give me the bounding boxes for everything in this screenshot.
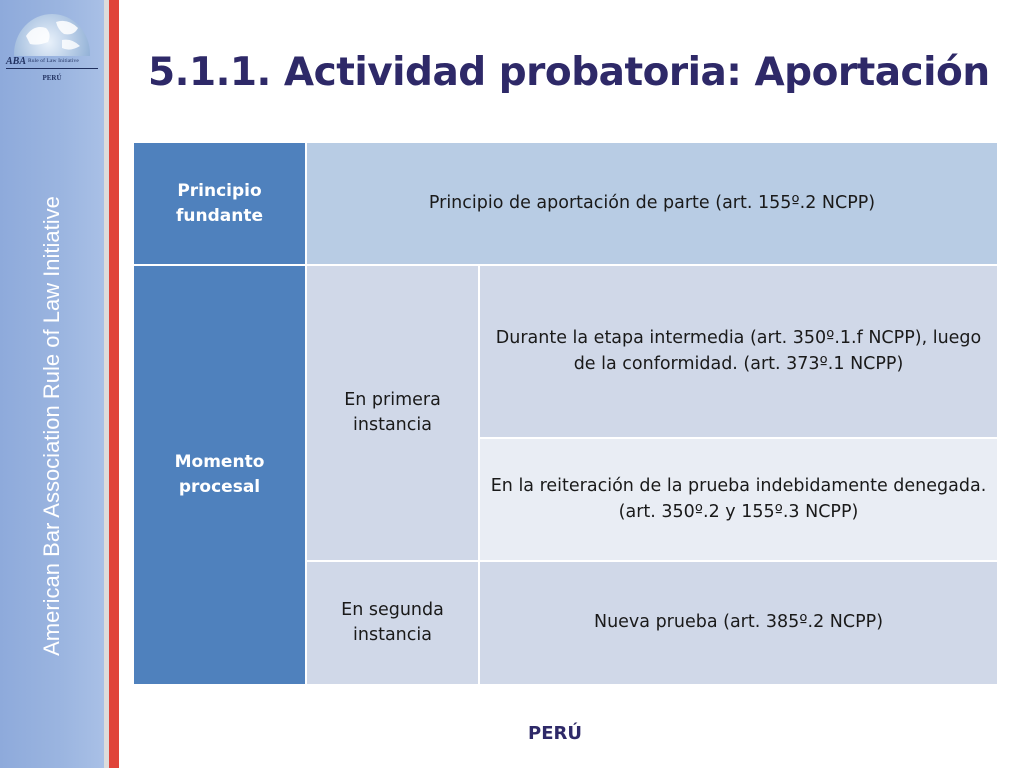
aba-mark-icon: ABA (6, 56, 27, 67)
logo-rule (6, 68, 98, 69)
sidebar-vertical-text: American Bar Association Rule of Law Initiative (39, 196, 64, 656)
second-instance-label: En segunda instancia (306, 561, 479, 685)
footer-country: PERÚ (528, 723, 582, 744)
first-instance-item-1: Durante la etapa intermedia (art. 350º.1.f NCPP), luego de la conformidad. (art. 373º.1 NCPP) (479, 265, 998, 438)
principio-value: Principio de aportación de parte (art. 155º.2 NCPP) (306, 142, 998, 265)
red-stripe (109, 0, 119, 768)
logo-country: PERÚ (42, 74, 62, 82)
row-header-principio: Principio fundante (133, 142, 306, 265)
globe-icon (12, 6, 92, 56)
logo-initiative-text: Rule of Law Initiative (28, 58, 79, 64)
table-row (133, 142, 998, 265)
second-instance-item: Nueva prueba (art. 385º.2 NCPP) (479, 561, 998, 685)
content-table (132, 141, 999, 686)
first-instance-item-2: En la reiteración de la prueba indebidamente denegada. (art. 350º.2 y 155º.3 NCPP) (479, 438, 998, 561)
first-instance-label: En primera instancia (306, 265, 479, 561)
table-row (133, 265, 998, 438)
aba-logo (4, 6, 100, 90)
row-header-momento: Momento procesal (133, 265, 306, 685)
slide-title: 5.1.1. Actividad probatoria: Aportación (148, 50, 990, 95)
